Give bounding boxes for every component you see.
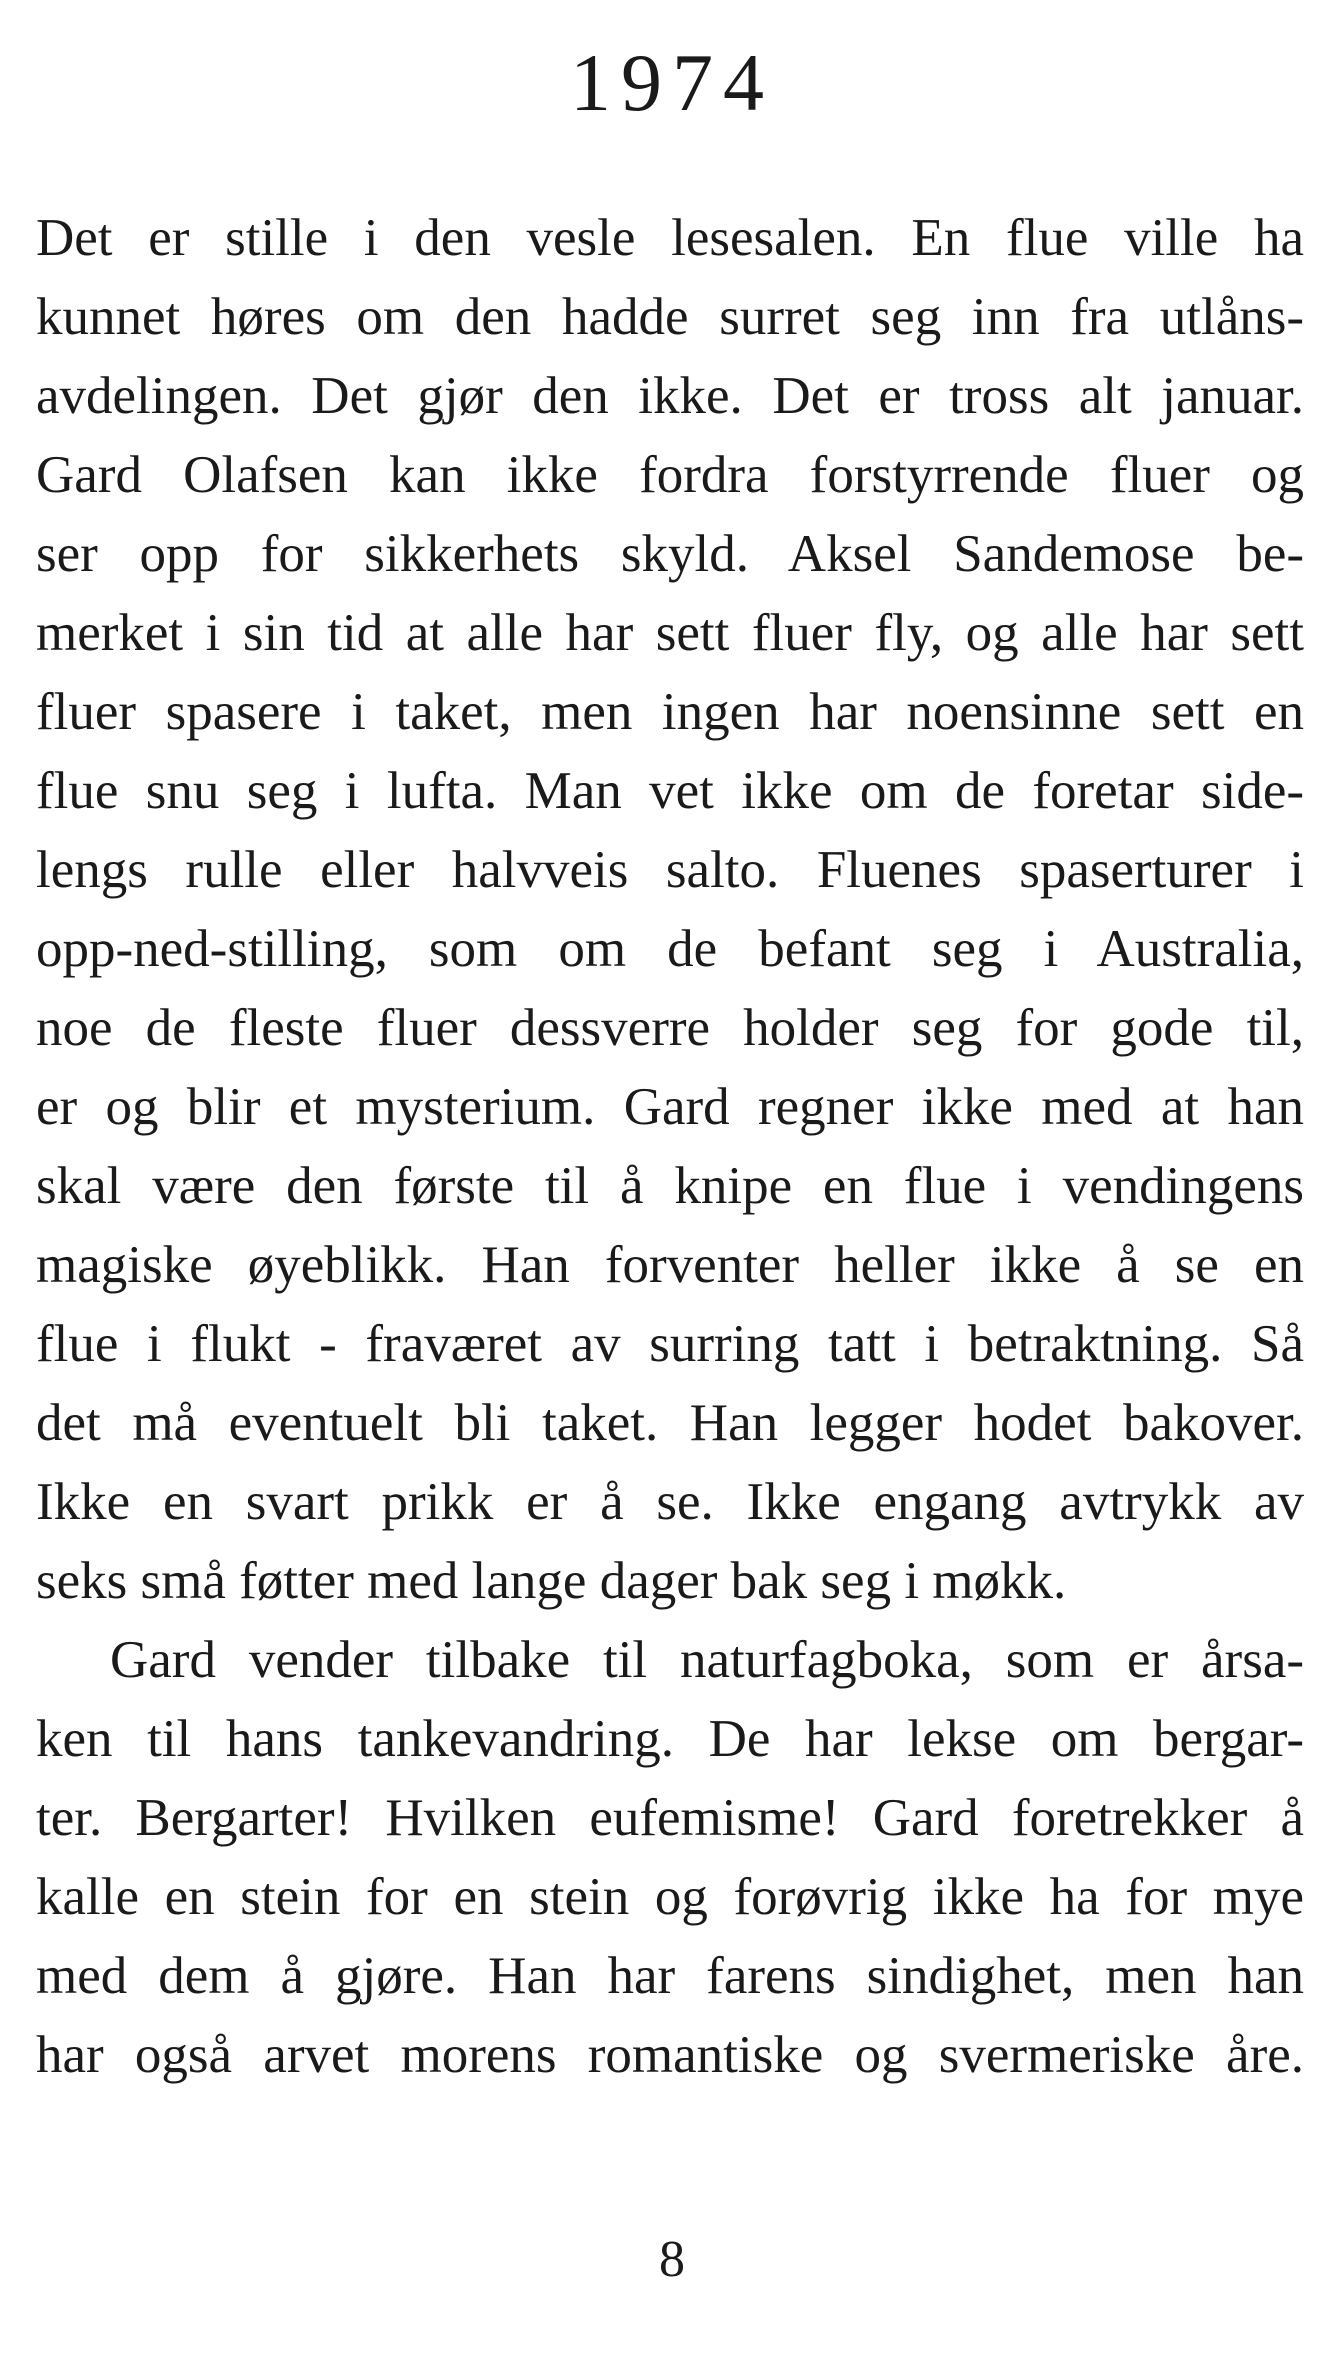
chapter-title: 1974 (570, 37, 774, 128)
text-line: merket i sin tid at alle har sett fluer fly, og alle har sett (36, 604, 1304, 662)
body-text (36, 199, 1304, 2095)
text-line: Gard Olafsen kan ikke fordra forstyrrende fluer og (36, 446, 1304, 504)
text-line: kalle en stein for en stein og forøvrig ikke ha for mye (36, 1868, 1304, 1926)
text-line: lengs rulle eller halvveis salto. Fluenes spaserturer i (36, 841, 1304, 899)
text-line: noe de fleste fluer dessverre holder seg for gode til, (36, 999, 1304, 1057)
text-line: ter. Bergarter! Hvilken eufemisme! Gard foretrekker å (36, 1789, 1304, 1847)
text-line: opp-ned-stilling, som om de befant seg i Australia, (36, 920, 1304, 978)
text-line: Det er stille i den vesle lesesalen. En flue ville ha (36, 209, 1304, 267)
text-line: ken til hans tankevandring. De har lekse om bergar- (36, 1710, 1304, 1768)
text-line: har også arvet morens romantiske og svermeriske åre. (36, 2026, 1304, 2084)
text-line: er og blir et mysterium. Gard regner ikke med at han (36, 1078, 1304, 1136)
text-line: avdelingen. Det gjør den ikke. Det er tross alt januar. (36, 367, 1304, 425)
paragraph (36, 199, 1304, 1621)
text-line: det må eventuelt bli taket. Han legger hodet bakover. (36, 1394, 1304, 1452)
text-line: med dem å gjøre. Han har farens sindighet, men han (36, 1947, 1304, 2005)
page-number: 8 (659, 2231, 685, 2288)
text-line: kunnet høres om den hadde surret seg inn fra utlåns- (36, 288, 1304, 346)
text-line: seks små føtter med lange dager bak seg i møkk. (36, 1552, 1067, 1610)
text-line: fluer spasere i taket, men ingen har noensinne sett en (36, 683, 1304, 741)
text-line: skal være den første til å knipe en flue i vendingens (36, 1157, 1304, 1215)
text-line: Ikke en svart prikk er å se. Ikke engang avtrykk av (36, 1473, 1304, 1531)
text-line: flue snu seg i lufta. Man vet ikke om de foretar side- (36, 762, 1304, 820)
text-line: flue i flukt - fraværet av surring tatt i betraktning. Så (36, 1315, 1304, 1373)
paragraph (36, 1621, 1304, 2095)
text-line: magiske øyeblikk. Han forventer heller ikke å se en (36, 1236, 1304, 1294)
text-line: ser opp for sikkerhets skyld. Aksel Sandemose be- (36, 525, 1304, 583)
text-line: Gard vender tilbake til naturfagboka, som er årsa- (110, 1631, 1304, 1689)
